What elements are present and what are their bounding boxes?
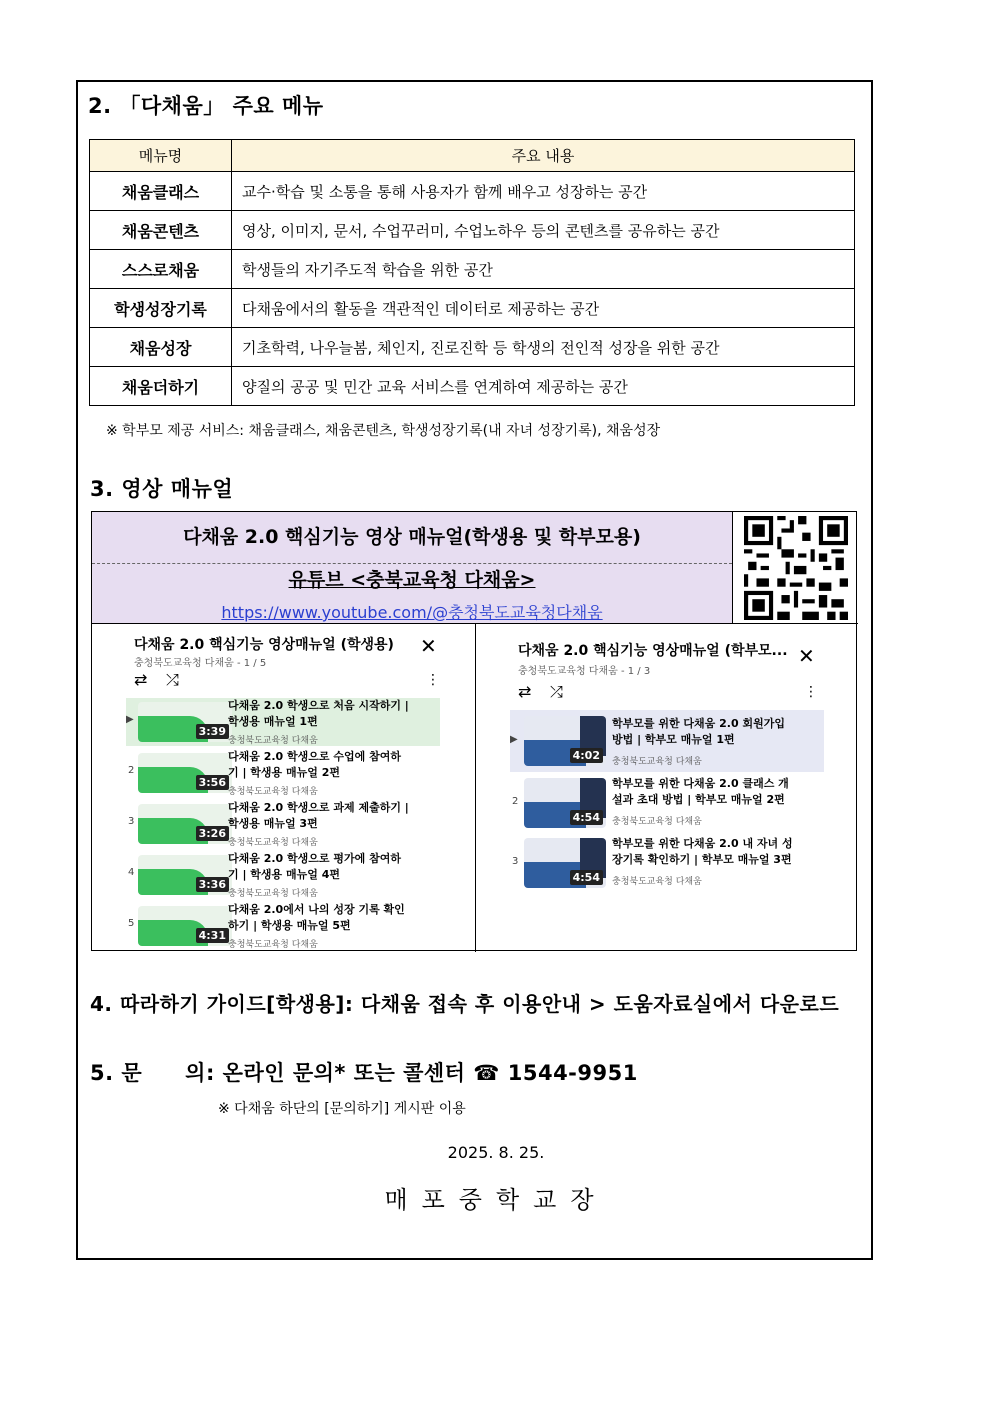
video-duration: 3:26 <box>196 826 229 841</box>
menu-desc: 다채움에서의 활동을 객관적인 데이터로 제공하는 공간 <box>232 289 855 328</box>
item-number: 3 <box>128 816 135 827</box>
video-channel: 충청북도교육청 다채움 <box>228 838 318 848</box>
video-title: 학부모를 위한 다채움 2.0 회원가입 <box>612 717 785 730</box>
table-row <box>90 289 855 328</box>
menu-name: 스스로채움 <box>90 250 232 289</box>
item-number: 4 <box>128 867 135 878</box>
section-5-title: 5. 문 의: 온라인 문의* 또는 콜센터 ☎ 1544-9951 <box>90 1061 638 1085</box>
video-title: 설과 초대 방법 | 학부모 매뉴얼 2편 <box>612 793 785 806</box>
video-thumbnail <box>138 753 232 793</box>
item-number: 2 <box>512 796 519 807</box>
menu-desc: 교수·학습 및 소통을 통해 사용자가 함께 배우고 성장하는 공간 <box>232 172 855 211</box>
menu-name: 채움성장 <box>90 328 232 367</box>
playlist-item[interactable] <box>510 774 824 832</box>
item-number: 3 <box>512 856 519 867</box>
playlist-item[interactable] <box>126 800 440 848</box>
playlist-subtitle: 충청북도교육청 다채움 - 1 / 5 <box>134 658 267 669</box>
video-title: 다채움 2.0 학생으로 평가에 참여하 <box>228 852 401 865</box>
menu-name: 채움클래스 <box>90 172 232 211</box>
item-number: ▶ <box>510 734 518 745</box>
video-duration: 3:36 <box>196 877 229 892</box>
video-channel: 충청북도교육청 다채움 <box>228 787 318 797</box>
playlist-subtitle: 충청북도교육청 다채움 - 1 / 3 <box>518 666 651 677</box>
playlist-item[interactable] <box>510 710 824 772</box>
video-channel: 충청북도교육청 다채움 <box>612 817 702 827</box>
playlist-item[interactable] <box>126 902 440 950</box>
video-channel: 충청북도교육청 다채움 <box>228 940 318 950</box>
youtube-channel-title: 유튜브 <충북교육청 다채움> <box>288 569 536 591</box>
playlist-item[interactable] <box>126 851 440 899</box>
item-number: 2 <box>128 765 135 776</box>
video-thumbnail <box>138 906 232 946</box>
close-icon[interactable]: ✕ <box>420 634 437 658</box>
video-title: 다채움 2.0 학생으로 과제 제출하기 | <box>228 801 409 814</box>
video-channel: 충청북도교육청 다채움 <box>228 889 318 899</box>
table-row <box>90 172 855 211</box>
menu-desc: 영상, 이미지, 문서, 수업꾸러미, 수업노하우 등의 콘텐츠를 공유하는 공간 <box>232 211 855 250</box>
youtube-link[interactable]: https://www.youtube.com/@충청북도교육청다채움 <box>221 603 603 622</box>
menu-desc: 양질의 공공 및 민간 교육 서비스를 연계하여 제공하는 공간 <box>232 367 855 406</box>
table-row <box>90 250 855 289</box>
qr-code <box>744 516 848 620</box>
item-number: ▶ <box>126 714 134 725</box>
video-thumbnail <box>524 716 606 766</box>
video-thumbnail <box>524 778 606 828</box>
parent-playlist <box>476 624 857 951</box>
video-duration: 3:56 <box>196 775 229 790</box>
video-title: 하기 | 학생용 매뉴얼 5편 <box>228 919 351 932</box>
inquiry-note: ※ 다채움 하단의 [문의하기] 게시판 이용 <box>218 1101 466 1117</box>
student-playlist <box>92 624 474 951</box>
video-channel: 충청북도교육청 다채움 <box>612 757 702 767</box>
video-title: 장기록 확인하기 | 학부모 매뉴얼 3편 <box>612 853 792 866</box>
menu-name: 채움콘텐츠 <box>90 211 232 250</box>
table-row <box>90 328 855 367</box>
video-manual-title: 다채움 2.0 핵심기능 영상 매뉴얼(학생용 및 학부모용) <box>183 526 641 548</box>
close-icon[interactable]: ✕ <box>798 644 815 668</box>
video-title: 다채움 2.0 학생으로 처음 시작하기 | <box>228 699 409 712</box>
video-title: 다채움 2.0에서 나의 성장 기록 확인 <box>228 903 405 916</box>
video-thumbnail <box>138 855 232 895</box>
table-header-row <box>90 140 855 172</box>
menu-table <box>89 139 855 406</box>
table-header: 주요 내용 <box>232 140 855 172</box>
video-title: 학부모를 위한 다채움 2.0 내 자녀 성 <box>612 837 793 850</box>
playlist-title: 다채움 2.0 핵심기능 영상매뉴얼 (학생용) <box>134 637 394 653</box>
table-row <box>90 367 855 406</box>
playlist-item[interactable] <box>126 698 440 746</box>
video-duration: 4:31 <box>196 928 229 943</box>
table-row <box>90 211 855 250</box>
menu-desc: 학생들의 자기주도적 학습을 위한 공간 <box>232 250 855 289</box>
video-title: 기 | 학생용 매뉴얼 4편 <box>228 868 340 881</box>
video-channel: 충청북도교육청 다채움 <box>228 736 318 746</box>
video-title: 다채움 2.0 학생으로 수업에 참여하 <box>228 750 401 763</box>
video-title: 학생용 매뉴얼 3편 <box>228 817 318 830</box>
video-manual-box <box>91 511 857 951</box>
repeat-icon[interactable]: ⇄ <box>134 670 148 689</box>
video-manual-header <box>92 512 732 623</box>
playlist-title: 다채움 2.0 핵심기능 영상매뉴얼 (학부모... <box>518 643 788 659</box>
video-title: 방법 | 학부모 매뉴얼 1편 <box>612 733 735 746</box>
playlist-item[interactable] <box>510 834 824 892</box>
video-title: 학생용 매뉴얼 1편 <box>228 715 318 728</box>
shuffle-icon[interactable]: ⤮ <box>166 670 179 689</box>
video-duration: 4:54 <box>570 810 603 825</box>
item-number: 5 <box>128 918 135 929</box>
table-header: 메뉴명 <box>90 140 232 172</box>
principal-signature: 매포중학교장 <box>384 1186 608 1214</box>
video-thumbnail <box>138 804 232 844</box>
menu-name: 학생성장기록 <box>90 289 232 328</box>
menu-name: 채움더하기 <box>90 367 232 406</box>
section-3-title: 3. 영상 매뉴얼 <box>90 477 234 501</box>
more-icon[interactable]: ⋮ <box>426 672 440 688</box>
shuffle-icon[interactable]: ⤮ <box>550 682 563 701</box>
video-duration: 3:39 <box>196 724 229 739</box>
divider <box>92 563 732 564</box>
playlist-item[interactable] <box>126 749 440 797</box>
more-icon[interactable]: ⋮ <box>804 684 818 700</box>
video-channel: 충청북도교육청 다채움 <box>612 877 702 887</box>
video-duration: 4:02 <box>570 748 603 763</box>
document-date: 2025. 8. 25. <box>447 1143 545 1162</box>
section-2-title: 2. 「다채움」 주요 메뉴 <box>88 94 324 118</box>
divider <box>732 512 733 623</box>
section-4-title: 4. 따라하기 가이드[학생용]: 다채움 접속 후 이용안내 > 도움자료실에서 다운로드 <box>90 992 840 1016</box>
repeat-icon[interactable]: ⇄ <box>518 682 532 701</box>
video-title: 학부모를 위한 다채움 2.0 클래스 개 <box>612 777 789 790</box>
video-duration: 4:54 <box>570 870 603 885</box>
video-thumbnail <box>138 702 232 742</box>
video-title: 기 | 학생용 매뉴얼 2편 <box>228 766 340 779</box>
video-thumbnail <box>524 838 606 888</box>
menu-desc: 기초학력, 나우늘봄, 체인지, 진로진학 등 학생의 전인적 성장을 위한 공간 <box>232 328 855 367</box>
parent-service-note: ※ 학부모 제공 서비스: 채움클래스, 채움콘텐츠, 학생성장기록(내 자녀 성장기록), 채움성장 <box>106 423 661 439</box>
